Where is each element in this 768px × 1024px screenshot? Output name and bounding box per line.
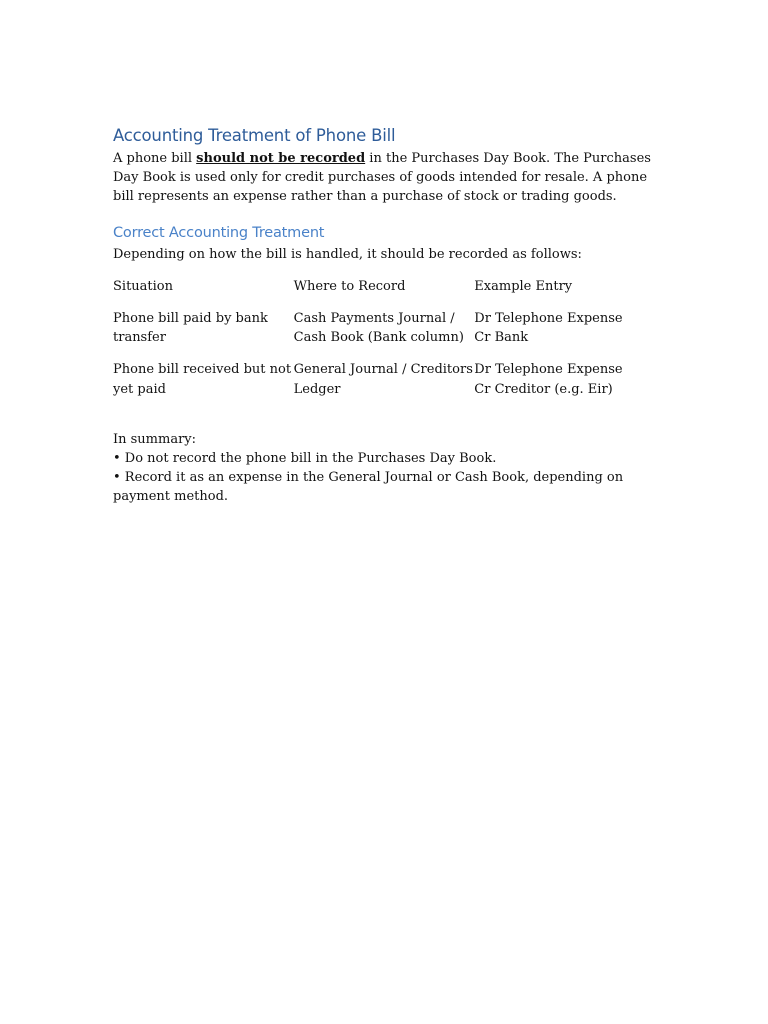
entry-debit: Dr Telephone Expense [474, 311, 623, 327]
summary-bullet: • Do not record the phone bill in the Purchases Day Book. [113, 451, 497, 467]
header-where-to-record: Where to Record [293, 278, 406, 294]
page-title: Accounting Treatment of Phone Bill [113, 126, 396, 145]
intro-paragraph [113, 149, 658, 207]
intro-text-end: in the Purchases Day Book. The Purchases Day Book is used only for credit purchases of goods intended for resale. A phone bill represents an expense rather than a purchase of stock or trading goods. [113, 151, 651, 205]
table-row [113, 309, 655, 360]
section-heading: Correct Accounting Treatment [113, 224, 325, 241]
table-row [113, 360, 655, 398]
cell-situation: Phone bill received but not yet paid [113, 362, 292, 397]
header-situation: Situation [113, 278, 173, 294]
cell-situation: Phone bill paid by bank transfer [113, 311, 268, 346]
treatment-table [113, 277, 655, 399]
entry-credit: Cr Bank [474, 330, 529, 346]
summary-bullet: • Record it as an expense in the General Journal or Cash Book, depending on payment method. [113, 470, 624, 505]
document-page [113, 123, 658, 507]
intro-emphasis: should not be recorded [196, 151, 366, 166]
summary-block [113, 430, 658, 507]
cell-example-entry [474, 309, 655, 360]
cell-example-entry [474, 360, 655, 398]
summary-label: In summary: [113, 431, 197, 447]
table-header-row [113, 277, 655, 309]
lead-paragraph: Depending on how the bill is handled, it should be recorded as follows: [113, 246, 582, 262]
cell-where-to-record: General Journal / Creditors Ledger [293, 362, 473, 397]
entry-credit: Cr Creditor (e.g. Eir) [474, 381, 613, 397]
cell-where-to-record: Cash Payments Journal / Cash Book (Bank column) [293, 311, 464, 346]
intro-text-start: A phone bill [113, 151, 197, 166]
entry-debit: Dr Telephone Expense [474, 362, 623, 378]
header-example-entry: Example Entry [474, 278, 573, 294]
